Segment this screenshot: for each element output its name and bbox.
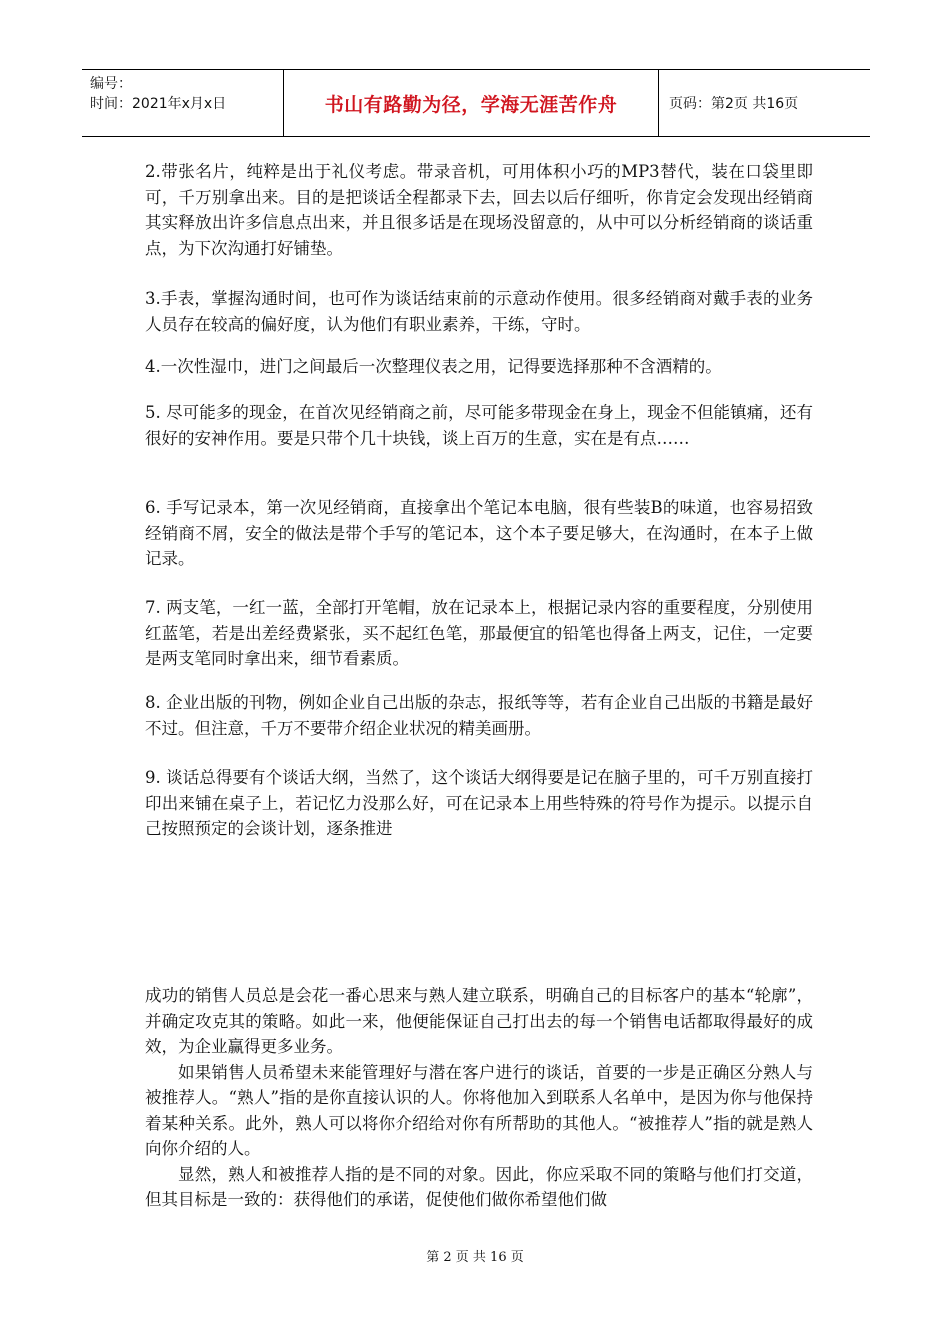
section-paragraph: 显然，熟人和被推荐人指的是不同的对象。因此，你应采取不同的策略与他们打交道，但其目标是一致的：获得他们的承诺，促使他们做你希望他们做 [145, 1164, 813, 1209]
item-text: 3.手表，掌握沟通时间，也可作为谈话结束前的示意动作使用。很多经销商对戴手表的业务人员存在较高的偏好度，认为他们有职业素养，干练，守时。 [145, 289, 813, 334]
section-paragraph: 如果销售人员希望未来能管理好与潜在客户进行的谈话，首要的一步是正确区分熟人与被推荐人。“熟人”指的是你直接认识的人。你将他加入到联系人名单中，是因为你与他保持着某种关系。此外，熟人可以将你介绍给对你有所帮助的其他人。“被推荐人”指的就是熟人向你介绍的人。 [145, 1062, 813, 1158]
item-3 [145, 354, 813, 380]
item-text: 7. 两支笔，一红一蓝，全部打开笔帽，放在记录本上，根据记录内容的重要程度，分别使用红蓝笔，若是出差经费紧张，买不起红色笔，那最便宜的铅笔也得备上两支，记住，一定要是两支笔同时拿出来，细节看素质。 [145, 598, 813, 668]
item-1 [145, 159, 813, 261]
section-2 [145, 983, 813, 1213]
section-paragraph: 成功的销售人员总是会花一番心思来与熟人建立联系，明确自己的目标客户的基本“轮廓”，并确定攻克其的策略。如此一来，他便能保证自己打出去的每一个销售电话都取得最好的成效，为企业赢得更多业务。 [145, 986, 813, 1056]
item-text: 6. 手写记录本，第一次见经销商，直接拿出个笔记本电脑，很有些装B的味道，也容易招致经销商不屑，安全的做法是带个手写的笔记本，这个本子要足够大，在沟通时，在本子上做记录。 [145, 498, 813, 568]
item-text: 9. 谈话总得要有个谈话大纲，当然了，这个谈话大纲得要是记在脑子里的，可千万别直接打印出来铺在桌子上，若记忆力没那么好，可在记录本上用些特殊的符号作为提示。以提示自己按照预定的会谈计划，逐条推进 [145, 768, 813, 838]
item-7 [145, 690, 813, 741]
header-meta [82, 70, 284, 136]
item-text: 8. 企业出版的刊物，例如企业自己出版的杂志，报纸等等，若有企业自己出版的书籍是最好不过。但注意，千万不要带介绍企业状况的精美画册。 [145, 693, 813, 738]
item-text: 2.带张名片，纯粹是出于礼仪考虑。带录音机，可用体积小巧的MP3替代，装在口袋里即可，千万别拿出来。目的是把谈话全程都录下去，回去以后仔细听，你肯定会发现出经销商其实释放出许多信息点出来，并且很多话是在现场没留意的，从中可以分析经销商的谈话重点，为下次沟通打好铺垫。 [145, 162, 813, 258]
item-8 [145, 765, 813, 842]
item-text: 5. 尽可能多的现金，在首次见经销商之前，尽可能多带现金在身上，现金不但能镇痛，还有很好的安神作用。要是只带个几十块钱，谈上百万的生意，实在是有点…… [145, 403, 813, 448]
motto: 书山有路勤为径，学海无涯苦作舟 [284, 70, 659, 136]
item-2 [145, 286, 813, 337]
page-label: 页码：第2页 共16页 [669, 96, 799, 112]
item-6 [145, 595, 813, 672]
page-footer: 第 2 页 共 16 页 [426, 1250, 524, 1265]
item-text: 4.一次性湿巾，进门之间最后一次整理仪表之用，记得要选择那种不含酒精的。 [145, 357, 722, 376]
page-header [82, 69, 870, 137]
time-label: 时间：2021年x月x日 [90, 96, 227, 112]
number-label: 编号： [90, 76, 132, 92]
item-5 [145, 495, 813, 572]
item-4 [145, 400, 813, 451]
